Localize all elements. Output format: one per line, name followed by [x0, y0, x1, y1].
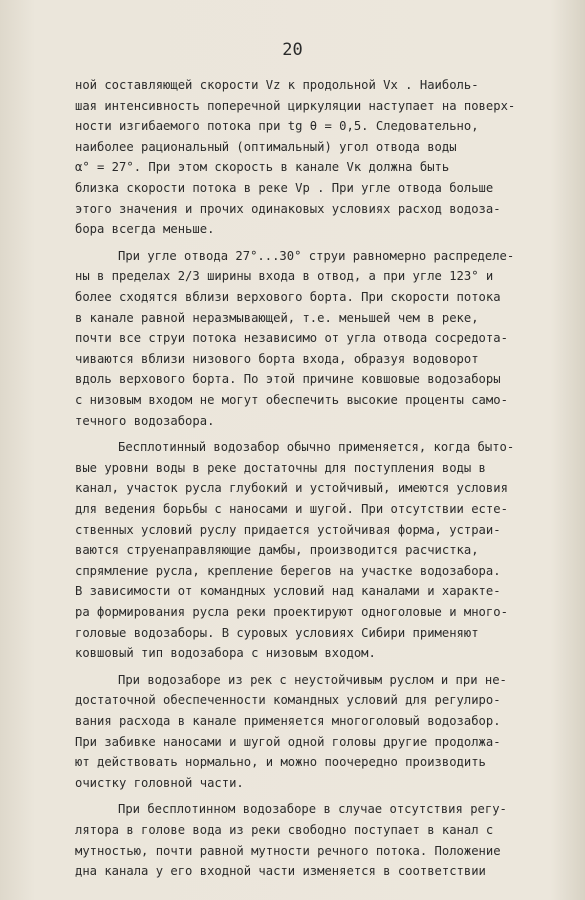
text-line: более сходятся вблизи верхового борта. При скорости потока [75, 290, 501, 304]
text-line: головые водозаборы. В суровых условиях Сибири применяют [75, 625, 479, 640]
text-line: течного водозабора. [75, 413, 215, 428]
text-line: спрямление русла, крепление берегов на участке водозабора. [75, 563, 501, 578]
text-line: Бесплотинный водозабор обычно применяется, когда быто- [118, 440, 515, 455]
text-line: При забивке наносами и шугой одной головы другие продолжа- [75, 734, 501, 749]
text-line: этого значения и прочих одинаковых условиях расход водоза- [75, 201, 501, 216]
text-line: ны в пределах 2/3 ширины входа в отвод, а при угле 123° и [75, 269, 494, 284]
text-line: мутностью, почти равной мутности речного потока. Положение [75, 843, 501, 858]
text-line: ной составляющей скорости Vz к продольной Vx . Наиболь- [75, 78, 479, 92]
text-line: α° = 27°. При этом скорость в канале Vк должна быть [75, 160, 450, 175]
text-line: ности изгибаемого потока при tg θ = 0,5. Следовательно, [75, 119, 479, 134]
text-line: лятора в голове вода из реки свободно поступает в канал с [75, 823, 494, 837]
text-line: почти все струи потока независимо от угла отвода сосредота- [75, 331, 508, 346]
text-line: шая интенсивность поперечной циркуляции наступает на поверх- [75, 98, 516, 113]
text-line: бора всегда меньше. [75, 222, 215, 237]
text-line: для ведения борьбы с наносами и шугой. При отсутствии естe- [75, 502, 508, 516]
text-line: В зависимости от командных условий над каналами и характе- [75, 584, 501, 599]
text-line: в канале равной неразмывающей, т.е. меньшей чем в реке, [75, 310, 479, 325]
text-line: При бесплотинном водозаборе в случае отсутствия регу- [118, 802, 507, 817]
text-line: вдоль верхового борта. По этой причине ковшовые водозаборы [75, 372, 501, 387]
text-line: дна канала у его входной части изменяется в соответствии [75, 864, 486, 879]
text-line: ваются струенаправляющие дамбы, производится расчистка, [75, 543, 479, 558]
text-line: с низовым входом не могут обеспечить высокие проценты само- [75, 393, 508, 407]
text-line: вые уровни воды в реке достаточны для поступления воды в [75, 460, 486, 475]
text-line: вания расхода в канале применяется многоголовый водозабор. [75, 714, 501, 728]
text-line: канал, участок русла глубокий и устойчивый, имеются условия [75, 481, 508, 496]
text-line: наиболее рациональный (оптимальный) угол отвода воды [75, 139, 457, 154]
text-line: чиваются вблизи низового борта входа, образуя водоворот [75, 351, 479, 366]
text-line: ственных условий руслу придается устойчивая форма, устраи- [75, 522, 501, 537]
page-number: 20 [282, 40, 303, 60]
text-line: близка скорости потока в реке Vр . При угле отвода больше [75, 181, 494, 195]
text-line: При угле отвода 27°...30° струи равномерно распределе- [118, 248, 515, 263]
text-line: очистку головной части. [75, 775, 244, 790]
text-line: ра формирования русла реки проектируют одноголовые и много- [75, 605, 508, 619]
text-line: При водозаборе из рек с неустойчивым руслом и при не- [118, 672, 507, 687]
text-line: ют действовать нормально, и можно поочередно производить [75, 755, 486, 770]
text-line: достаточной обеспеченности командных условий для регулиро- [75, 693, 501, 708]
text-line: ковшовый тип водозабора с низовым входом. [75, 646, 376, 661]
